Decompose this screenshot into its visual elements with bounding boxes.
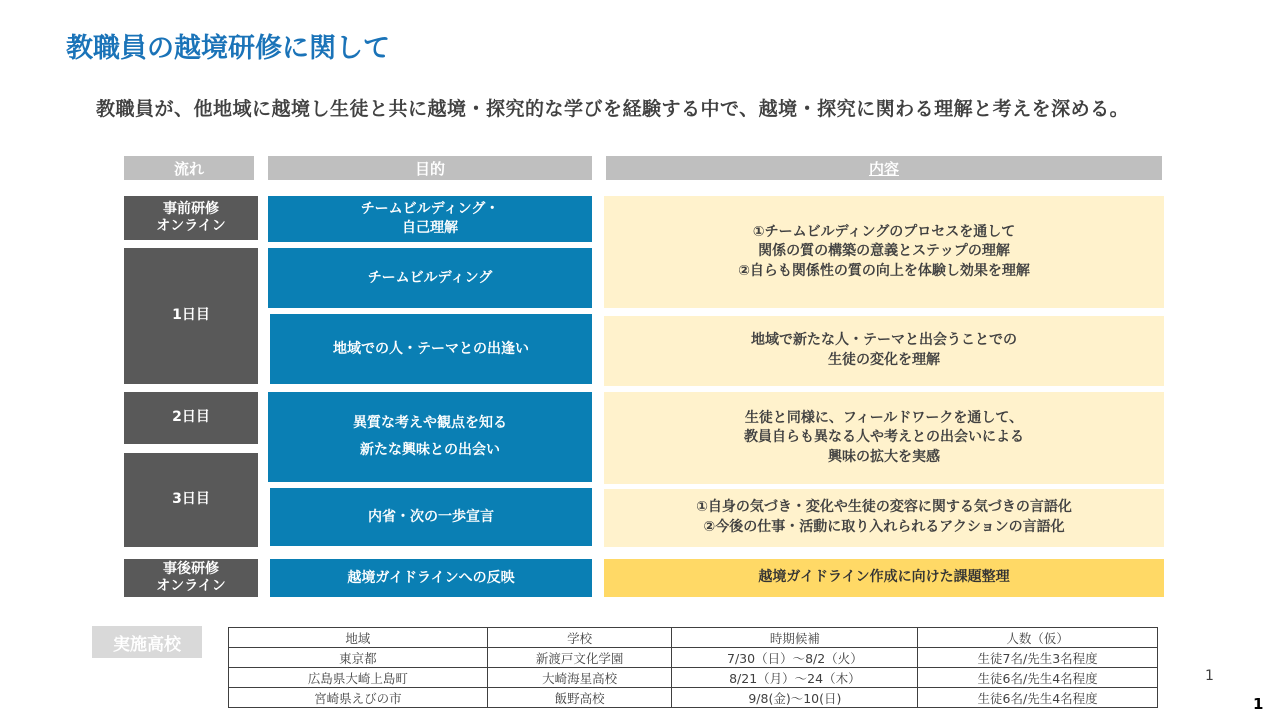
content-line: ①チームビルディングのプロセスを通して [752, 223, 1016, 240]
schools-table [228, 627, 1158, 708]
content-line: 生徒と同様に、フィールドワークを通して、 [744, 409, 1024, 426]
slide-number: 1 [1205, 668, 1214, 684]
purpose-line: 新たな興味との出会い [360, 442, 500, 458]
table-row [229, 668, 1158, 688]
header-flow: 流れ [124, 156, 254, 180]
flow-post-line2: オンライン [156, 578, 226, 594]
flow-post-training [124, 559, 258, 597]
purpose-new-perspectives [268, 392, 592, 482]
flow-pre-line1: 事前研修 [163, 200, 219, 217]
cell-period: 9/8(金)～10(日) [672, 688, 918, 708]
purpose-line: 自己理解 [402, 220, 458, 236]
cell-people: 生徒6名/先生4名程度 [918, 668, 1158, 688]
cell-region: 宮崎県えびの市 [229, 688, 488, 708]
purpose-guideline: 越境ガイドラインへの反映 [270, 559, 592, 597]
column-header: 人数（仮） [918, 628, 1158, 648]
content-line: 興味の拡大を実感 [828, 448, 940, 465]
column-header: 学校 [487, 628, 672, 648]
cell-period: 7/30（日）～8/2（火） [672, 648, 918, 668]
cell-people: 生徒7名/先生3名程度 [918, 648, 1158, 668]
cell-people: 生徒6名/先生4名程度 [918, 688, 1158, 708]
content-line: ②自らも関係性の質の向上を体験し効果を理解 [738, 262, 1030, 279]
content-line: ②今後の仕事・活動に取り入れられるアクションの言語化 [703, 519, 1065, 535]
page-title: 教職員の越境研修に関して [66, 33, 390, 64]
schools-label: 実施高校 [92, 626, 202, 658]
flow-day3: 3日目 [124, 453, 258, 547]
content-guideline: 越境ガイドライン作成に向けた課題整理 [604, 559, 1164, 597]
flow-day1: 1日目 [124, 248, 258, 384]
cell-school: 新渡戸文化学園 [487, 648, 672, 668]
flow-pre-training [124, 196, 258, 240]
purpose-team-building-self [268, 196, 592, 242]
flow-post-line1: 事後研修 [163, 560, 219, 577]
content-line: 生徒の変化を理解 [828, 352, 940, 368]
content-team-building [604, 196, 1164, 308]
purpose-team-building: チームビルディング [268, 248, 592, 308]
column-header: 地域 [229, 628, 488, 648]
header-purpose: 目的 [268, 156, 592, 180]
flow-day2: 2日目 [124, 392, 258, 444]
cell-region: 広島県大崎上島町 [229, 668, 488, 688]
cell-region: 東京都 [229, 648, 488, 668]
content-encounter [604, 316, 1164, 386]
table-row [229, 648, 1158, 668]
cell-school: 飯野高校 [487, 688, 672, 708]
content-line: ①自身の気づき・変化や生徒の変容に関する気づきの言語化 [696, 499, 1072, 516]
header-content: 内容 [606, 156, 1162, 180]
content-fieldwork [604, 392, 1164, 484]
content-line: 地域で新たな人・テーマと出会うことでの [751, 332, 1017, 349]
cell-period: 8/21（月）～24（木） [672, 668, 918, 688]
content-line: 関係の質の構築の意義とステップの理解 [758, 243, 1010, 260]
table-header-row [229, 628, 1158, 648]
content-line: 教員自らも異なる人や考えとの出会いによる [744, 429, 1024, 446]
page-subtitle: 教職員が、他地域に越境し生徒と共に越境・探究的な学びを経験する中で、越境・探究に関わる理解と考えを深める。 [96, 98, 1130, 120]
content-reflection [604, 489, 1164, 547]
flow-pre-line2: オンライン [156, 218, 226, 234]
table-row [229, 688, 1158, 708]
purpose-encounter: 地域での人・テーマとの出逢い [270, 314, 592, 384]
purpose-reflection: 内省・次の一歩宣言 [270, 488, 592, 546]
cell-school: 大崎海星高校 [487, 668, 672, 688]
purpose-line: チームビルディング・ [360, 201, 500, 218]
column-header: 時期候補 [672, 628, 918, 648]
purpose-line: 異質な考えや観点を知る [353, 415, 507, 432]
page-number: 1 [1253, 695, 1264, 713]
